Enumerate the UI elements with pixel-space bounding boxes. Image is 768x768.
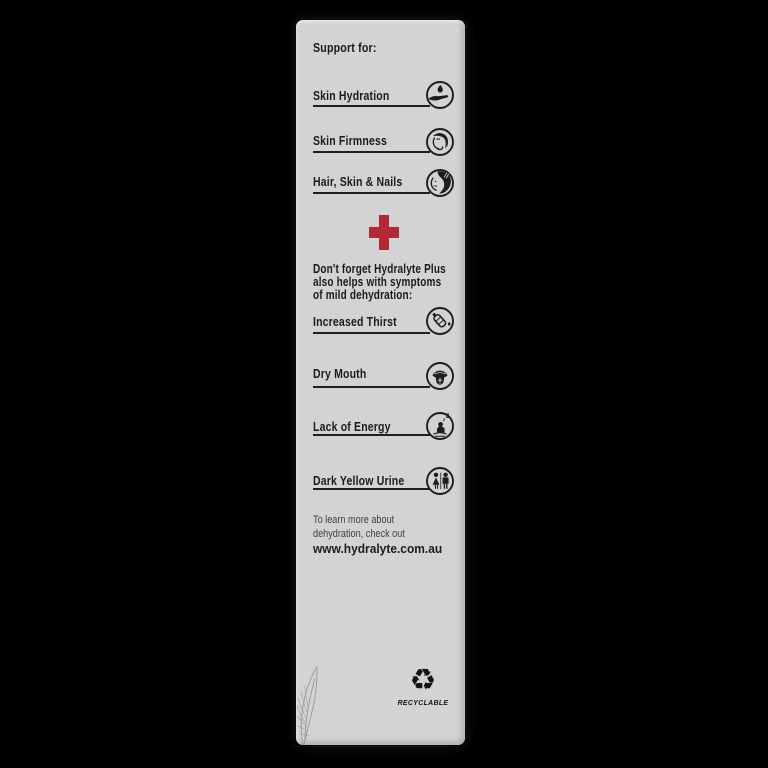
reminder-text [313,263,449,303]
underline [313,386,430,388]
benefit-label-skin-firmness: Skin Firmness [313,134,387,148]
tired-person-icon [425,411,455,441]
footer-line: dehydration, check out [313,527,405,540]
reminder-line: also helps with symptoms [313,275,442,290]
website-url: www.hydralyte.com.au [313,541,443,557]
underline [313,434,430,436]
benefit-label-skin-hydration: Skin Hydration [313,89,390,103]
package-side-panel [296,20,465,745]
leaf-sketch-icon [296,646,334,745]
restroom-figures-icon [425,466,455,496]
svg-text:z: z [443,416,446,422]
recycle-icon: ♻ [409,663,437,698]
recyclable-mark [383,665,463,707]
benefit-label-hair-skin-nails: Hair, Skin & Nails [313,175,403,189]
water-bottle-icon [425,306,455,336]
underline [313,488,430,490]
footer-line: To learn more about [313,514,395,526]
reminder-line: Don't forget Hydralyte Plus [313,262,446,276]
svg-text:Z: Z [445,414,450,420]
hand-water-drop-icon [425,80,455,110]
symptom-label-increased-thirst: Increased Thirst [313,315,397,329]
woman-face-icon [425,127,455,157]
support-heading: Support for: [313,40,377,55]
underline [313,105,430,107]
red-plus-icon [369,215,399,250]
symptom-label-lack-of-energy: Lack of Energy [313,420,391,434]
underline [313,332,430,334]
woman-hair-nail-icon [425,168,455,198]
symptom-label-dark-yellow-urine: Dark Yellow Urine [313,474,405,488]
dry-tongue-icon [425,361,455,391]
reminder-line: of mild dehydration: [313,288,413,303]
symptom-label-dry-mouth: Dry Mouth [313,367,367,381]
recyclable-label: RECYCLABLE [397,698,449,707]
underline [313,192,430,194]
footer-text [313,514,465,556]
underline [313,151,430,153]
